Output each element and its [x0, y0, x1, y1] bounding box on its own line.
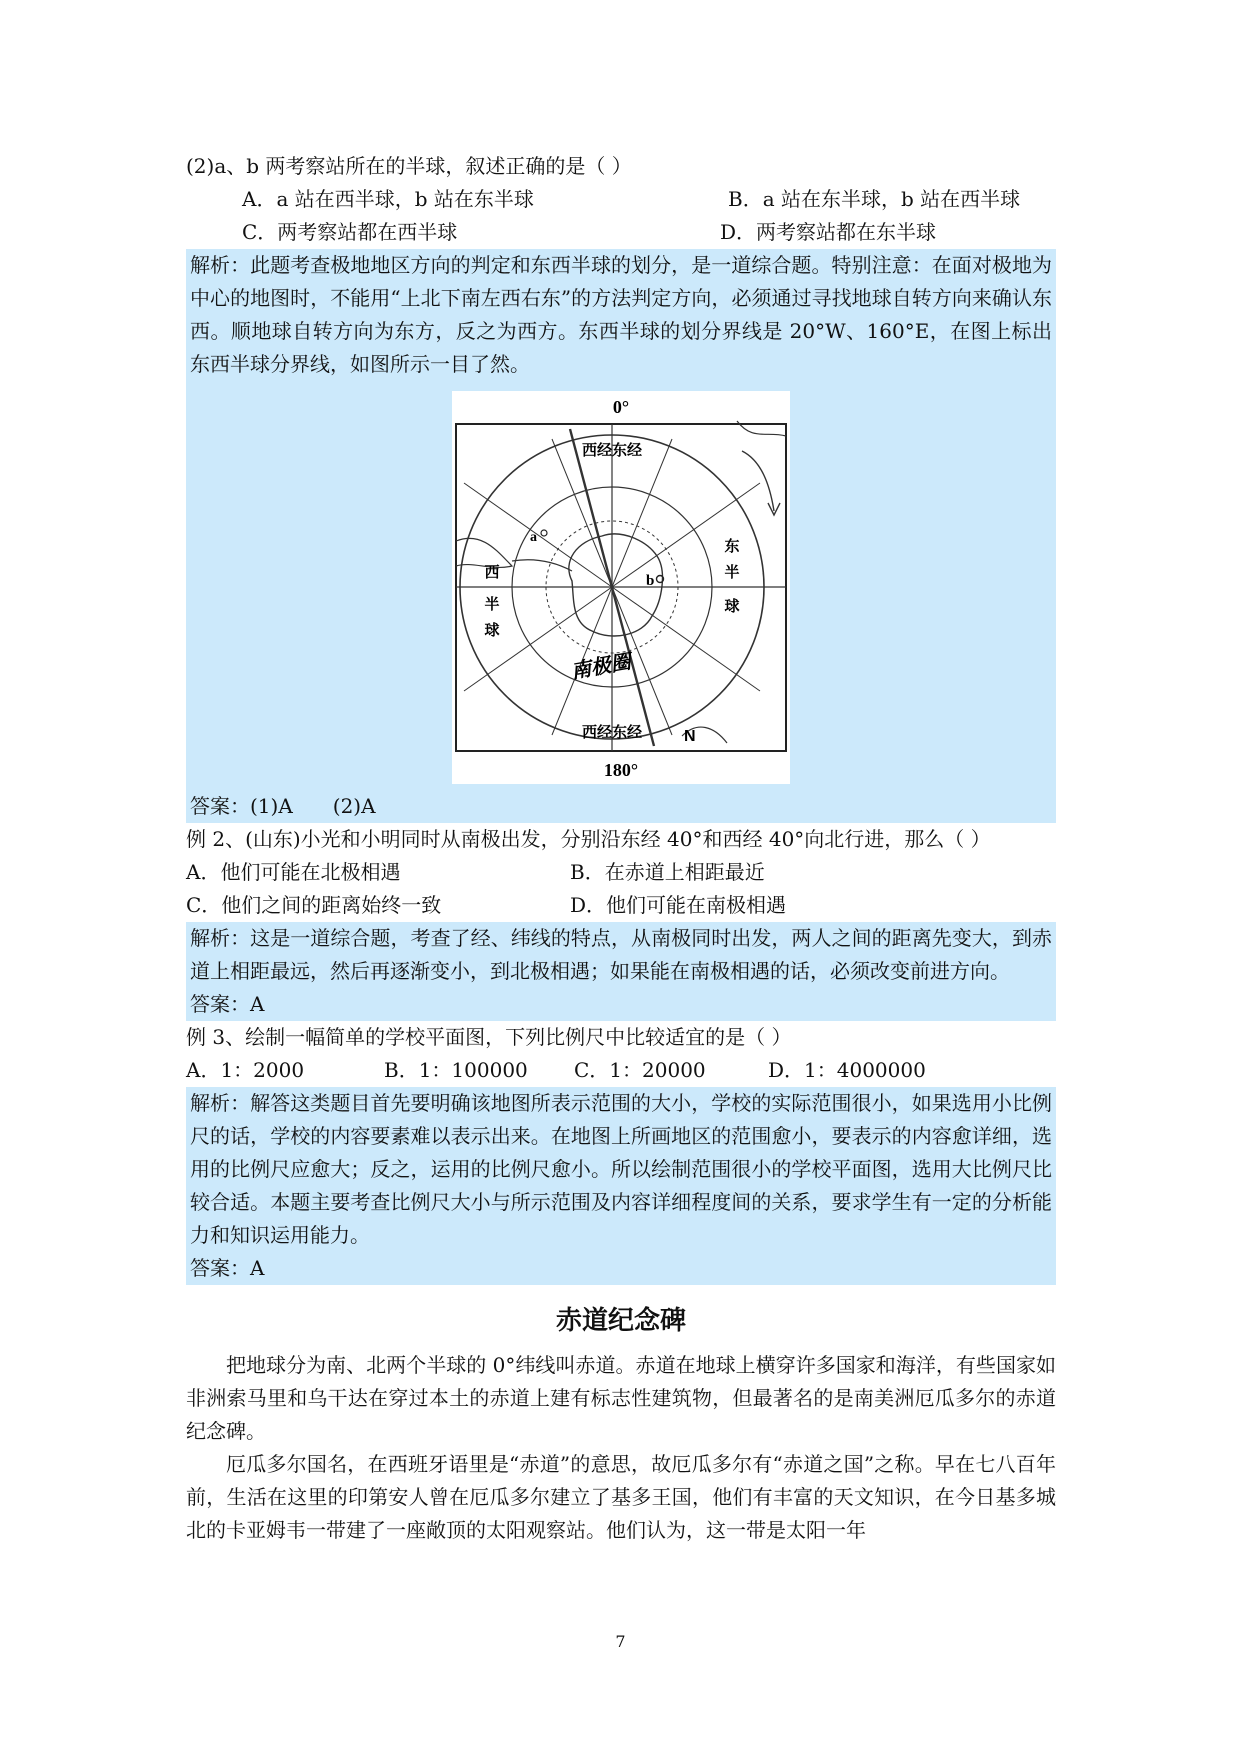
- article-title: 赤道纪念碑: [555, 1306, 686, 1336]
- q2-option-b: B．a 站在东半球，b 站在西半球: [728, 187, 1021, 211]
- ex3-analysis: 解析：解答这类题目首先要明确该地图所表示范围的大小，学校的实际范围很小，如果选用小比例尺的话，学校的内容要素难以表示出来。在地图上所画地区的范围愈小，要表示的内容愈详细，选用的比例尺应愈大；反之，运用的比例尺愈小。所以绘制范围很小的学校平面图，选用大比例尺比较合适。本题主要考查比例尺大小与所示范围及内容详细程度间的关系，要求学生有一定的分析能力和知识运用能力。: [190, 1091, 1052, 1247]
- ex2-option-b: B．在赤道上相距最近: [570, 860, 765, 884]
- ex2-stem: 例 2、(山东)小光和小明同时从南极出发，分别沿东经 40°和西经 40°向北行进，那么（ ）: [186, 827, 991, 851]
- map-point-b: b: [646, 573, 655, 589]
- article-paragraph-2: 厄瓜多尔国名，在西班牙语里是“赤道”的意思，故厄瓜多尔有“赤道之国”之称。早在七八百年前，生活在这里的印第安人曾在厄瓜多尔建立了基多王国，他们有丰富的天文知识，在今日基多城北的卡亚姆韦一带建了一座敞顶的太阳观察站。他们认为，这一带是太阳一年: [186, 1452, 1056, 1542]
- map-label-top-inner: 西经东经: [581, 441, 643, 459]
- map-label-180: 180°: [603, 760, 639, 780]
- analysis-1-text: 解析：此题考查极地地区方向的判定和东西半球的划分，是一道综合题。特别注意：在面对极地为中心的地图时，不能用“上北下南左西右东”的方法判定方向，必须通过寻找地球自转方向来确认东西。顺地球自转方向为东方，反之为西方。东西半球的划分界线是 20°W、160°E，在图上标出东西半球分界线，如图所示一目了然。: [190, 253, 1052, 376]
- map-label-0: 0°: [612, 397, 630, 417]
- analysis-block-1: [186, 249, 1056, 823]
- map-east-char-1: 东: [724, 537, 740, 555]
- ex2-option-a: A．他们可能在北极相遇: [186, 860, 401, 884]
- map-west-char-3: 球: [484, 621, 500, 639]
- map-west-char-2: 半: [484, 595, 500, 613]
- ex2-options-row1: [186, 856, 1056, 889]
- q2-stem: (2)a、b 两考察站所在的半球，叙述正确的是（ ）: [186, 154, 632, 178]
- q2-options-row2: [186, 216, 1056, 249]
- map-west-char-1: 西: [484, 563, 500, 581]
- ex3-answer: 答案：A: [190, 1256, 265, 1280]
- q2-option-d: D．两考察站都在东半球: [720, 220, 937, 244]
- ex3-option-d: D．1：4000000: [768, 1058, 926, 1082]
- q2-options-row1: [186, 183, 1056, 216]
- ex3-option-a: A．1：2000: [186, 1058, 305, 1082]
- ex2-option-d: D．他们可能在南极相遇: [570, 893, 787, 917]
- analysis-block-2: [186, 922, 1056, 1021]
- article-paragraph-1: 把地球分为南、北两个半球的 0°纬线叫赤道。赤道在地球上横穿许多国家和海洋，有些国家如非洲索马里和乌干达在穿过本土的赤道上建有标志性建筑物，但最著名的是南美洲厄瓜多尔的赤道纪念碑。: [186, 1353, 1056, 1443]
- q2-option-c: C．两考察站都在西半球: [242, 220, 458, 244]
- map-label-bottom-inner: 西经东经: [581, 723, 643, 741]
- figure-wrap: [190, 381, 1052, 790]
- antarctic-map-figure: [452, 391, 790, 784]
- map-east-char-3: 球: [724, 597, 740, 615]
- page-content: [186, 150, 1056, 1547]
- page-number: 7: [615, 1632, 626, 1651]
- ex3-option-c: C．1：20000: [574, 1058, 706, 1082]
- map-point-a: a: [530, 530, 537, 545]
- map-north-label: N: [684, 728, 696, 745]
- ex2-analysis: 解析：这是一道综合题，考查了经、纬线的特点，从南极同时出发，两人之间的距离先变大，到赤道上相距最远，然后再逐渐变小，到北极相遇；如果能在南极相遇的话，必须改变前进方向。: [190, 926, 1052, 983]
- ex2-options-row2: [186, 889, 1056, 922]
- ex2-option-c: C．他们之间的距离始终一致: [186, 893, 442, 917]
- ex3-stem: 例 3、绘制一幅简单的学校平面图，下列比例尺中比较适宜的是（ ）: [186, 1025, 792, 1049]
- ex2-answer: 答案：A: [190, 992, 265, 1016]
- map-antarctic-circle-label: 南极圈: [569, 649, 633, 684]
- analysis-1-answer: 答案：(1)A (2)A: [190, 794, 376, 818]
- map-east-char-2: 半: [724, 563, 740, 581]
- q2-option-a: A．a 站在西半球，b 站在东半球: [242, 187, 534, 211]
- analysis-block-3: [186, 1087, 1056, 1285]
- ex3-option-b: B．1：100000: [384, 1058, 528, 1082]
- antarctic-map: [452, 391, 790, 784]
- ex3-options: [186, 1054, 1056, 1087]
